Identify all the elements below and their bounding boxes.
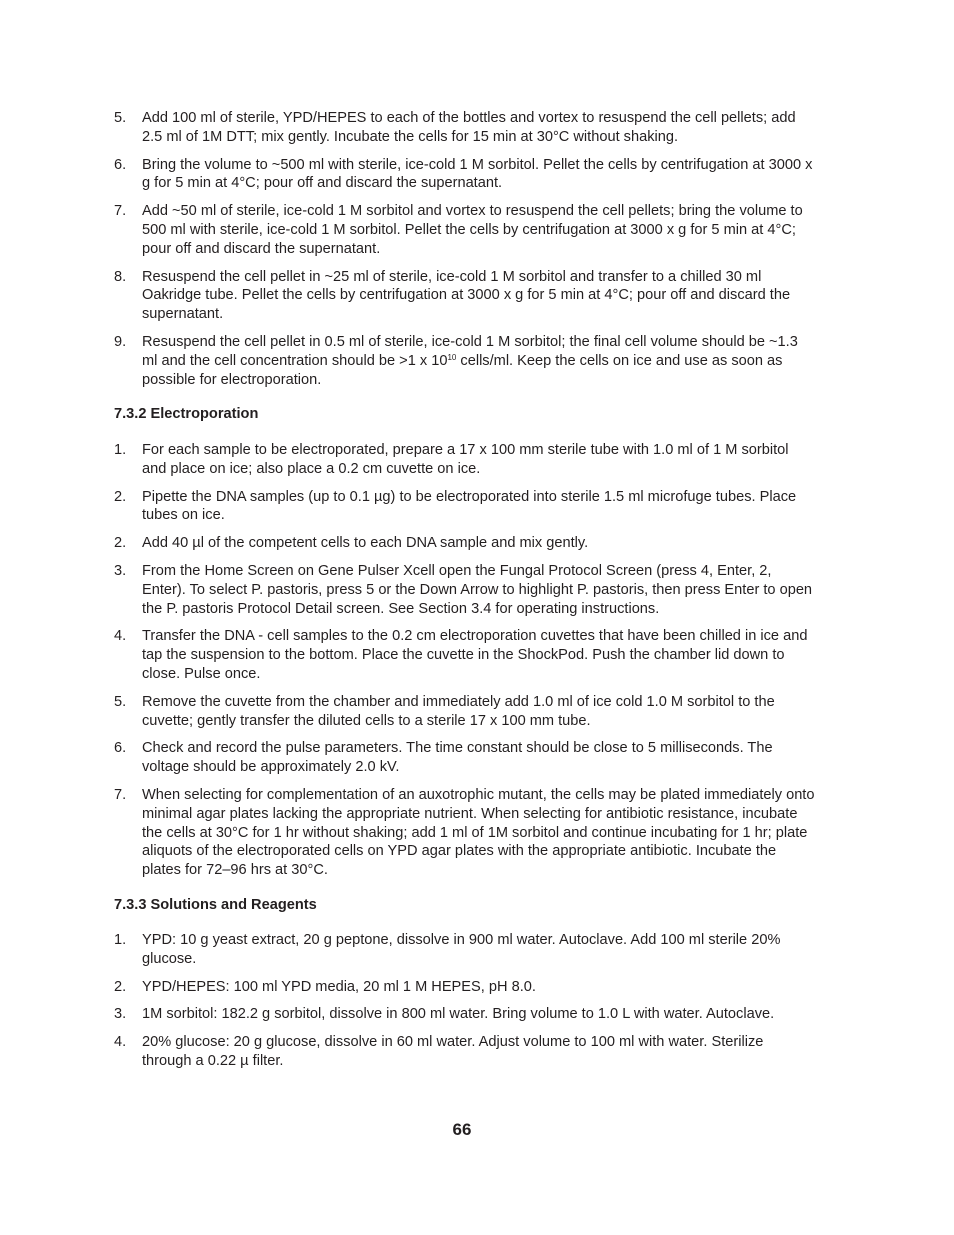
item-text-before: Resuspend the cell pellet in 0.5 ml of sterile, ice-cold 1 M sorbitol; the final cell volume should be ~1.3 ml and the cell concentration should be >1 x 10: [142, 333, 798, 369]
item-number: 9.: [114, 333, 127, 350]
item-number: 7.: [114, 786, 127, 803]
item-number: 4.: [114, 628, 127, 645]
item-text: Bring the volume to ~500 ml with sterile, ice-cold 1 M sorbitol. Pellet the cells by centrifugation at 3000 x g for 5 min at 4°C; pour off and discard the supernatant.: [142, 156, 813, 192]
solutions-list: [0, 931, 816, 1080]
item-number: 6.: [114, 156, 127, 173]
list-item: [0, 156, 816, 194]
item-number: 4.: [114, 1034, 127, 1051]
item-number: 1.: [114, 932, 127, 948]
exponent: 10: [447, 352, 457, 362]
item-number: 2.: [114, 978, 127, 995]
item-number: 6.: [114, 740, 127, 757]
item-number: 8.: [114, 268, 127, 285]
list-item: [0, 488, 816, 526]
item-number: 5.: [114, 110, 127, 126]
page-number: 66: [452, 1120, 472, 1139]
item-text: From the Home Screen on Gene Pulser Xcell open the Fungal Protocol Screen (press 4, Enter, 2, Enter). To select P. pastoris, press 5 or the Down Arrow to highlight P. pastoris, then press Enter to open the P. pastoris Protocol Detail screen. See Section 3.4 for operating instructions.: [142, 562, 813, 617]
list-item: [0, 739, 816, 777]
item-text: Add 40 µl of the competent cells to each DNA sample and mix gently.: [142, 535, 589, 552]
section-heading-electroporation: 7.3.2 Electroporation: [114, 406, 259, 422]
item-number: 2.: [114, 488, 127, 505]
list-item: [0, 978, 816, 997]
item-number: 2.: [114, 535, 127, 552]
item-text: 20% glucose: 20 g glucose, dissolve in 60 ml water. Adjust volume to 100 ml with water. Sterilize through a 0.22 µ filter.: [142, 1034, 764, 1069]
item-text: When selecting for complementation of an auxotrophic mutant, the cells may be plated immediately onto minimal agar plates lacking the appropriate nutrient. When selecting for antibiotic resistance, incubate the cells at 30°C for 1 hr without shaking; add 1 ml of 1M sorbitol and continue incubating for 1 hr; plate aliquots of the electroporated cells on YPD agar plates with the appropriate antibiotic. Incubate the plates for 72–96 hrs at 30°C.: [142, 786, 815, 879]
list-item: [0, 627, 816, 683]
item-text: YPD: 10 g yeast extract, 20 g peptone, dissolve in 900 ml water. Autoclave. Add 100 ml sterile 20% glucose.: [142, 932, 781, 967]
list-item: [0, 109, 816, 147]
list-item: [0, 333, 816, 389]
list-item: [0, 1005, 816, 1024]
electroporation-steps-list: [0, 441, 816, 889]
item-text: Transfer the DNA - cell samples to the 0.2 cm electroporation cuvettes that have been chilled in ice and tap the suspension to the bottom. Place the cuvette in the ShockPod. Push the chamber lid down to close. Pulse once.: [142, 628, 808, 682]
item-number: 1.: [114, 442, 127, 458]
item-number: 5.: [114, 693, 127, 710]
list-item: [0, 1033, 816, 1071]
item-text: 1M sorbitol: 182.2 g sorbitol, dissolve in 800 ml water. Bring volume to 1.0 L with water. Autoclave.: [142, 1006, 775, 1023]
list-item: [0, 441, 816, 479]
item-text: Pipette the DNA samples (up to 0.1 µg) to be electroporated into sterile 1.5 ml microfuge tubes. Place tubes on ice.: [142, 488, 797, 524]
item-text: YPD/HEPES: 100 ml YPD media, 20 ml 1 M HEPES, pH 8.0.: [142, 978, 536, 995]
item-text-after: cells/ml. Keep the cells on ice and use as soon as possible for electroporation.: [142, 352, 783, 388]
list-item: [0, 786, 816, 880]
item-text: [142, 333, 816, 389]
list-item: [0, 931, 816, 969]
item-text: Remove the cuvette from the chamber and immediately add 1.0 ml of ice cold 1.0 M sorbitol to the cuvette; gently transfer the diluted cells to a sterile 17 x 100 mm tube.: [142, 693, 775, 729]
item-text: Resuspend the cell pellet in ~25 ml of sterile, ice-cold 1 M sorbitol and transfer to a chilled 30 ml Oakridge tube. Pellet the cells by centrifugation at 3000 x g for 5 min at 4°C; pour off and discard the supernatant.: [142, 268, 791, 323]
list-item: [0, 268, 816, 324]
item-text: Check and record the pulse parameters. The time constant should be close to 5 milliseconds. The voltage should be approximately 2.0 kV.: [142, 740, 773, 776]
item-number: 7.: [114, 203, 127, 220]
item-text: Add ~50 ml of sterile, ice-cold 1 M sorbitol and vortex to resuspend the cell pellets; bring the volume to 500 ml with sterile, ice-cold 1 M sorbitol. Pellet the cells by centrifugation at 3000 x g for 5 min at 4°C; pour off and discard the supernatant.: [142, 203, 803, 257]
item-number: 3.: [114, 562, 127, 579]
item-number: 3.: [114, 1006, 127, 1023]
list-item: [0, 562, 816, 618]
list-item: [0, 693, 816, 731]
protocol-steps-list: [0, 109, 816, 398]
item-text: For each sample to be electroporated, prepare a 17 x 100 mm sterile tube with 1.0 ml of 1 M sorbitol and place on ice; also place a 0.2 cm cuvette on ice.: [142, 442, 789, 477]
list-item: [0, 202, 816, 258]
section-heading-solutions: 7.3.3 Solutions and Reagents: [114, 897, 317, 913]
item-text: Add 100 ml of sterile, YPD/HEPES to each of the bottles and vortex to resuspend the cell pellets; add 2.5 ml of 1M DTT; mix gently. Incubate the cells for 15 min at 30°C without shaking.: [142, 110, 796, 145]
list-item: [0, 534, 816, 553]
